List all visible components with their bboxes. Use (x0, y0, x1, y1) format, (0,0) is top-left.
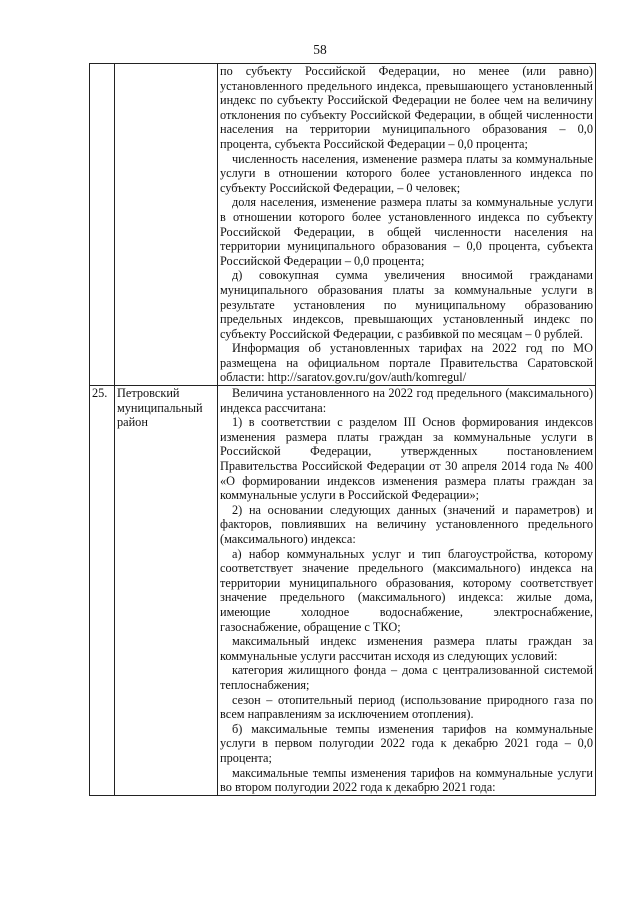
document-table (89, 63, 596, 796)
paragraph: по субъекту Российской Федерации, но менее (или равно) установленного предельного индекса, превышающего установленный индекс по субъекту Российской Федерации не более чем на величину отклонения по субъекту Российской Федерации, в общей численности населения на территории муниципального образования – 0,0 процента, субъекта Российской Федерации – 0,0 процента; (220, 64, 593, 151)
paragraph: максимальные темпы изменения тарифов на коммунальные услуги во втором полугодии 2022 года к декабрю 2021 года: (220, 765, 593, 795)
description-cell (218, 64, 596, 386)
paragraph: Информация об установленных тарифах на 2022 год по МО размещена на официальном портале Правительства Саратовской области: http://saratov.gov.ru/gov/auth/komregul/ (220, 341, 593, 385)
description-cell (218, 386, 596, 796)
paragraph: а) набор коммунальных услуг и тип благоустройства, которому соответствует значение предельного (максимального) индекса на территории муниципального образования, которому соответствует значение предельного (максимального) индекса: жилые дома, имеющие холодное водоснабжение, электроснабжение, газоснабжение, обращение с ТКО; (220, 546, 593, 634)
row-number: 25. (90, 386, 115, 796)
paragraph: Величина установленного на 2022 год предельного (максимального) индекса рассчитана: (220, 386, 593, 415)
paragraph: максимальный индекс изменения размера платы граждан за коммунальные услуги рассчитан исходя из следующих условий: (220, 634, 593, 663)
paragraph: 2) на основании следующих данных (значений и параметров) и факторов, повлиявших на величину установленного предельного (максимального) индекса: (220, 502, 593, 546)
paragraph: 1) в соответствии с разделом III Основ формирования индексов изменения размера платы граждан за коммунальные услуги в Российской Федерации, утвержденных постановлением Правительства Российской Федерации от 30 апреля 2014 года № 400 «О формировании индексов изменения размера платы граждан за коммунальные услуги в Российской Федерации»; (220, 415, 593, 503)
table-row (90, 64, 596, 386)
page-number: 58 (313, 42, 327, 57)
paragraph: сезон – отопительный период (использование природного газа по всем направлениям за исключением отопления). (220, 692, 593, 722)
municipality-name: Петровский муниципальный район (115, 386, 218, 796)
paragraph: д) совокупная сумма увеличения вносимой гражданами муниципального образования платы за коммунальные услуги в результате установления по муниципальному образованию предельных индексов, превышающих установленный индекс по субъекту Российской Федерации, с разбивкой по месяцам – 0 рублей. (220, 268, 593, 341)
municipality-name (115, 64, 218, 386)
paragraph: доля населения, изменение размера платы за коммунальные услуги в отношении которого более установленного индекса по субъекту Российской Федерации, в общей численности населения на территории муниципального образования – 0,0 процента, субъекта Российской Федерации – 0,0 процента; (220, 195, 593, 268)
paragraph: б) максимальные темпы изменения тарифов на коммунальные услуги в первом полугодии 2022 года к декабрю 2021 года – 0,0 процента; (220, 721, 593, 765)
paragraph: категория жилищного фонда – дома с централизованной системой теплоснабжения; (220, 663, 593, 692)
table-row (90, 386, 596, 796)
paragraph: численность населения, изменение размера платы за коммунальные услуги в отношении которого более установленного индекса по субъекту Российской Федерации, – 0 человек; (220, 151, 593, 195)
row-number (90, 64, 115, 386)
